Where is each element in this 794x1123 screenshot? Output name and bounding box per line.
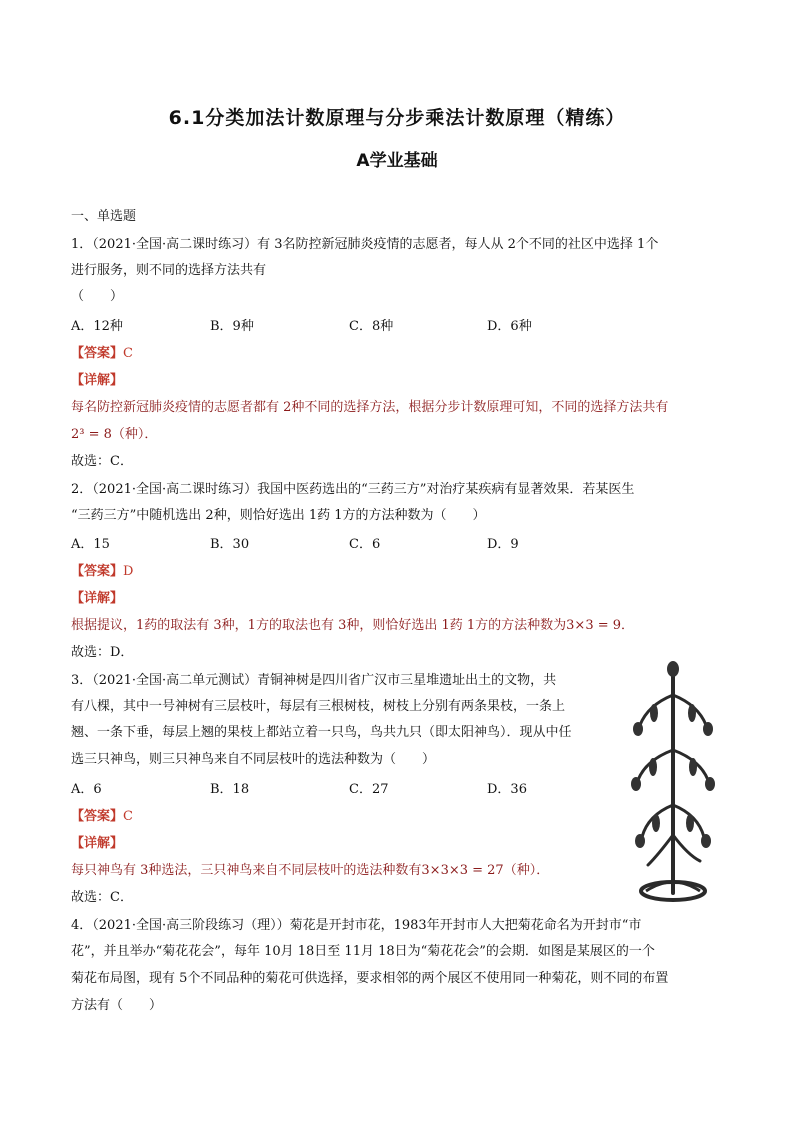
q2-detail-formula: 3×3 = 9 (566, 618, 622, 633)
page-title: 6.1分类加法计数原理与分步乘法计数原理（精练） (168, 107, 626, 129)
q2-conclusion: 故选：D． (71, 645, 134, 660)
q1-detail-line2 (71, 426, 157, 444)
answer-tag: 【答案】 (71, 564, 124, 579)
q1-stem-line1: 1．（2021·全国·高二课时练习）有 3名防控新冠肺炎疫情的志愿者，每人从 2个不同的社区中选择 1个 (71, 237, 659, 252)
q3-detail-line1 (71, 862, 549, 880)
q1-detail-line1: 每名防控新冠肺炎疫情的志愿者都有 2种不同的选择方法，根据分步计数原理可知，不同的选择方法共有 (71, 400, 669, 415)
q4-stem-line4: 方法有（ ） (71, 998, 163, 1013)
q1-answer-value: C (123, 346, 133, 361)
q3-detail-end: （种）． (503, 863, 550, 878)
q1-detail-tag: 【详解】 (71, 373, 124, 388)
q2-option-d: D．9 (487, 537, 519, 552)
q2-stem-line1: 2．（2021·全国·高二课时练习）我国中医药选出的“三药三方”对治疗某疾病有显著效果．若某医生 (71, 482, 635, 497)
q3-stem-line3: 翘、一条下垂，每层上翘的果枝上都站立着一只鸟，鸟共九只（即太阳神鸟）．现从中任 (71, 725, 572, 740)
q3-option-a: A．6 (71, 782, 102, 797)
q2-detail-text: 根据提议，1药的取法有 3种，1方的取法也有 3种，则恰好选出 1药 1方的方法种数为 (71, 618, 567, 633)
q2-option-a: A．15 (71, 537, 110, 552)
q2-detail-tag: 【详解】 (71, 591, 124, 606)
q1-detail-line2-rest: （种）． (111, 427, 158, 442)
q3-option-c: C．27 (349, 782, 389, 797)
bronze-tree-illustration (618, 655, 728, 905)
q1-answer (71, 345, 133, 363)
q3-detail-formula: 3×3×3 = 27 (421, 863, 504, 878)
section-subtitle: A学业基础 (356, 151, 438, 171)
section-heading: 一、单选题 (71, 209, 137, 224)
answer-tag: 【答案】 (71, 809, 124, 824)
q1-option-d: D．6种 (487, 319, 532, 334)
q3-answer-value: C (123, 809, 133, 824)
q2-answer (71, 563, 133, 581)
q3-detail-tag: 【详解】 (71, 836, 124, 851)
answer-tag: 【答案】 (71, 346, 124, 361)
q4-stem-line2: 花”，并且举办“菊花花会”，每年 10月 18日至 11月 18日为“菊花花会”的会期．如图是某展区的一个 (71, 944, 655, 959)
q1-stem-line3: （ ） (71, 289, 124, 304)
q4-stem-line3: 菊花布局图，现有 5个不同品种的菊花可供选择，要求相邻的两个展区不使用同一种菊花，则不同的布置 (71, 971, 669, 986)
q3-option-b: B．18 (210, 782, 250, 797)
q2-option-b: B．30 (210, 537, 250, 552)
q3-stem-line2: 有八棵，其中一号神树有三层枝叶，每层有三根树枝，树枝上分别有两条果枝，一条上 (71, 699, 566, 714)
q1-option-a: A．12种 (71, 319, 123, 334)
q1-option-c: C．8种 (349, 319, 394, 334)
q2-option-c: C．6 (349, 537, 381, 552)
q4-stem-line1: 4．（2021·全国·高三阶段练习（理））菊花是开封市花，1983年开封市人大把菊花命名为开封市“市 (71, 918, 642, 933)
q1-detail-formula: 2³ = 8 (71, 427, 112, 442)
q2-detail-line1 (71, 617, 634, 635)
q3-stem-line4: 选三只神鸟，则三只神鸟来自不同层枝叶的选法种数为（ ） (71, 752, 436, 767)
q1-stem-line2: 进行服务，则不同的选择方法共有 (71, 263, 267, 278)
q3-stem-line1: 3．（2021·全国·高二单元测试）青铜神树是四川省广汉市三星堆遗址出土的文物，共 (71, 673, 557, 688)
q3-option-d: D．36 (487, 782, 527, 797)
q2-stem-line2: “三药三方”中随机选出 2种，则恰好选出 1药 1方的方法种数为（ ） (71, 508, 486, 523)
q2-detail-end: ． (621, 618, 635, 633)
q2-answer-value: D (123, 564, 134, 579)
q3-answer (71, 808, 133, 826)
q3-detail-text: 每只神鸟有 3种选法，三只神鸟来自不同层枝叶的选法种数有 (71, 863, 422, 878)
q1-conclusion: 故选：C． (71, 454, 133, 469)
q1-option-b: B．9种 (210, 319, 254, 334)
q3-conclusion: 故选：C． (71, 890, 133, 905)
